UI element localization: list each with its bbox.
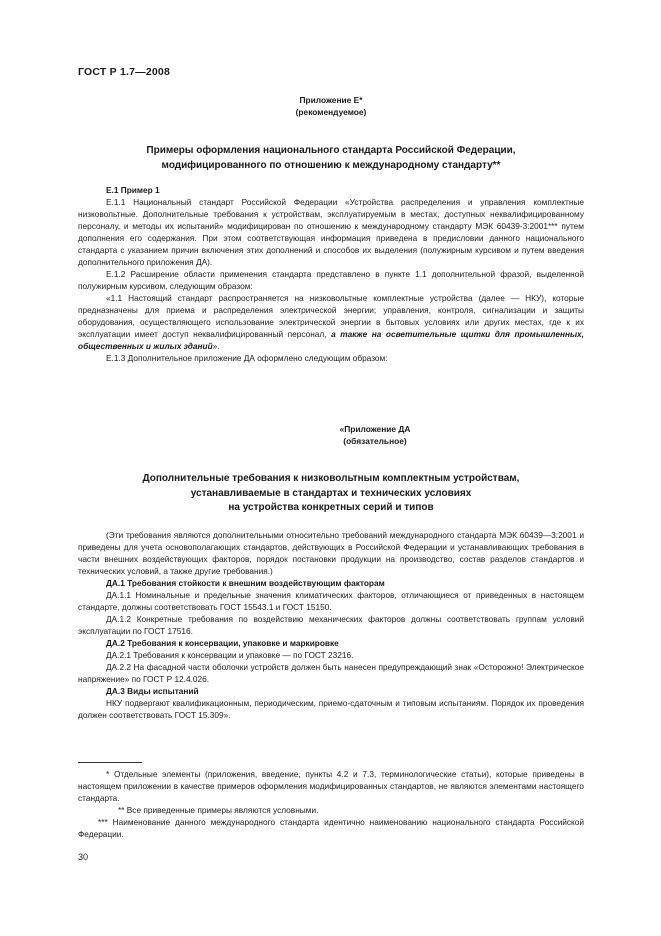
appendix-da-title-line2: устанавливаемые в стандартах и технических условиях xyxy=(190,487,472,499)
appendix-da-title-line1: Дополнительные требования к низковольтным комплектным устройствам, xyxy=(142,473,520,484)
appendix-e-label xyxy=(78,94,584,118)
example-heading: Е.1 Пример 1 xyxy=(106,185,160,195)
quote-end: ». xyxy=(212,341,220,351)
example-section xyxy=(78,184,584,364)
paragraph-da-2-2: ДА.2.2 На фасадной части оболочки устройств должен быть нанесен предупреждающий знак «Осторожно! Электрическое напряжение» по ГОСТ Р 12.4.026. xyxy=(78,662,584,684)
paragraph-da-2-1: ДА.2.1 Требования к консервации и упаковке — по ГОСТ 23216. xyxy=(106,650,354,660)
document-id: ГОСТ Р 1.7—2008 xyxy=(78,66,171,78)
appendix-da-body xyxy=(78,529,584,721)
footnote-1: * Отдельные элементы (приложения, введение, пункты 4.2 и 7.3, терминологические статьи), которые приведены в настоящем приложении в качестве примеров оформления модифицированных стандартов, не являются элементами настоящего стандарта. xyxy=(78,769,584,803)
appendix-e-title-line1: Примеры оформления национального стандарта Российской Федерации, xyxy=(146,145,516,156)
paragraph-quote-1-1 xyxy=(78,292,584,352)
quote-emphasis: а также на осветительные щитки для промышленных, общественных и жилых зданий xyxy=(78,329,584,351)
paragraph-e-1-3: Е.1.3 Дополнительное приложение ДА оформлено следующим образом: xyxy=(106,353,388,363)
paragraph-da-1-1: ДА.1.1 Номинальные и предельные значения климатических факторов, отличающиеся от приведенных в настоящем стандарте, должны соответствовать ГОСТ 15543.1 и ГОСТ 15150. xyxy=(78,590,584,612)
appendix-e-title-line2: модифицированного по отношению к международному стандарту** xyxy=(161,159,501,171)
section-da-2-heading: ДА.2 Требования к консервации, упаковке и маркировке xyxy=(106,638,339,648)
paragraph-e-1-1: Е.1.1 Национальный стандарт Российской Федерации «Устройства распределения и управления комплектные низковольтные. Дополнительные требования к устройствам, эксплуатируемым в местах, доступных неквалифицированному персоналу, и методы их испытаний» модифицирован по отношению к международному стандарту МЭК 60439-3:2001*** путем дополнения его содержания. При этом соответствующая информация приведена в предисловии данного национального стандарта с указанием причин включения этих дополнений и способов их выделения (полужирным курсивом и путем введения дополнительного приложения ДА). xyxy=(78,197,584,267)
footnotes xyxy=(78,768,584,840)
appendix-e-status: (рекомендуемое) xyxy=(295,107,367,117)
appendix-da-label xyxy=(78,423,584,447)
footnote-3: *** Наименование данного международного стандарта идентично наименованию национального стандарта Российской Федерации. xyxy=(78,817,584,839)
section-da-3-heading: ДА.3 Виды испытаний xyxy=(106,686,199,696)
appendix-e-label-text: Приложение Е* xyxy=(299,95,363,105)
quote-text: «1.1 Настоящий стандарт распространяется на низковольтные комплектные устройства (далее — НКУ), которые предназначены для приема и распределения электрической энергии; управления, контроля, сигнализации и защиты оборудования, осуществляющего использование электрической энергии в бытовых условиях или других местах, где к их эксплуатации имеет доступ неквалифицированный персонал, xyxy=(78,293,584,339)
appendix-da-status: (обязательное) xyxy=(343,436,407,446)
appendix-da-intro: (Эти требования являются дополнительными относительно требований международного стандарта МЭК 60439—3:2001 и приведены для учета основополагающих стандартов, действующих в Российской Федерации и устанавливающих требования в части внешних воздействующих факторов, порядок постановки продукции на производство, состав разделов стандартов и технических условий, а также другие требования.) xyxy=(78,530,584,576)
page-number: 30 xyxy=(78,852,89,862)
appendix-da-title-line3: на устройства конкретных серий и типов xyxy=(228,502,434,513)
paragraph-e-1-2: Е.1.2 Расширение области применения стандарта представлено в пункте 1.1 дополнительной фразой, выделенной полужирным курсивом, следующим образом: xyxy=(78,269,584,291)
appendix-e-title xyxy=(78,144,584,173)
appendix-da-title xyxy=(78,472,584,516)
footnote-separator xyxy=(78,762,142,763)
footnote-2: ** Все приведенные примеры являются условными. xyxy=(118,805,319,815)
appendix-da-label-text: «Приложение ДА xyxy=(339,424,411,434)
section-da-1-heading: ДА.1 Требования стойкости к внешним воздействующим факторам xyxy=(106,578,385,588)
paragraph-da-3: НКУ подвергают квалификационным, периодическим, приемо-сдаточным и типовым испытаниям. Порядок их проведения должен соответствовать ГОСТ 15.309». xyxy=(78,698,584,720)
paragraph-da-1-2: ДА.1.2 Конкретные требования по воздействию механических факторов должны соответствовать группам условий эксплуатации по ГОСТ 17516. xyxy=(78,614,584,636)
